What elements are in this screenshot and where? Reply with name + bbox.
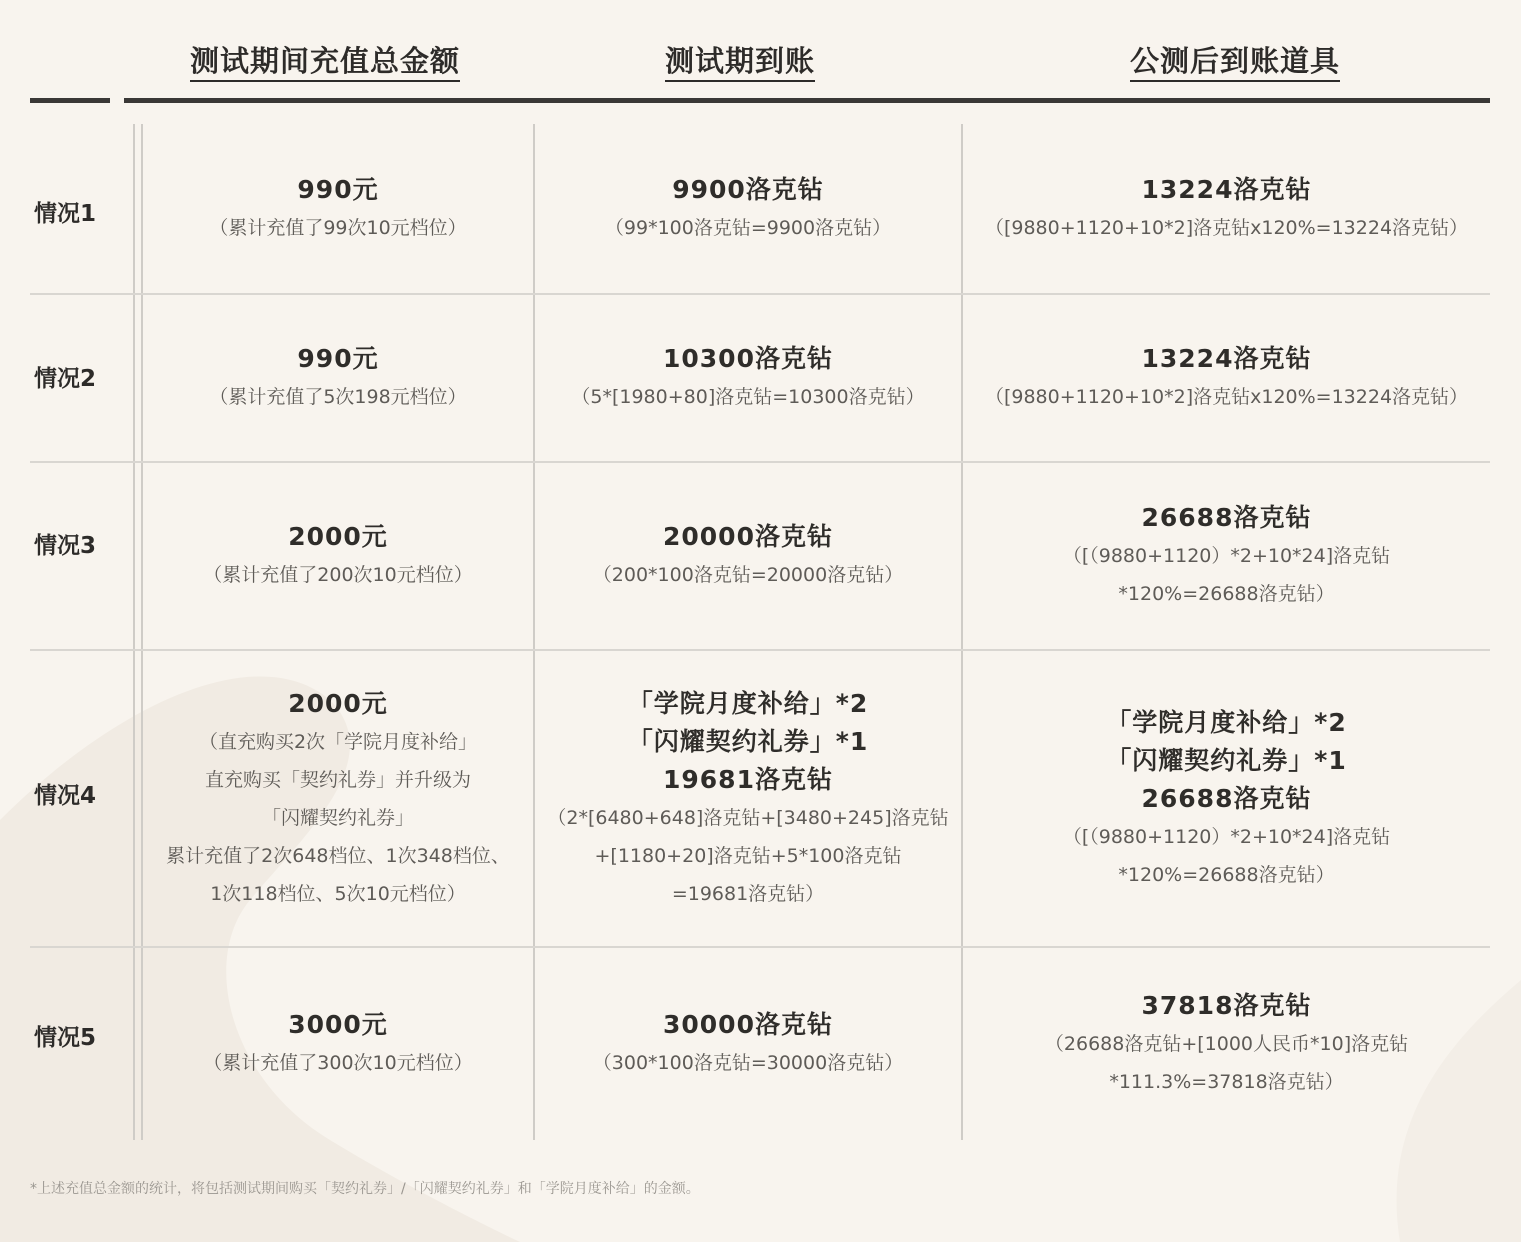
cell-item: 「闪耀契约礼券」*1 (1106, 745, 1347, 775)
header-divider-left (30, 98, 110, 103)
cell-amount: 2000元 (288, 522, 388, 551)
cell-note: *120%=26688洛克钻） (1118, 863, 1335, 886)
table-cell (143, 295, 533, 461)
cell-amount: 19681洛克钻 (663, 764, 833, 794)
column-header-recharge-total: 测试期间充值总金额 (140, 40, 510, 84)
row-label: 情况5 (34, 1025, 97, 1051)
column-header-post-launch-credit: 公测后到账道具 (970, 40, 1500, 84)
cell-amount: 30000洛克钻 (663, 1010, 833, 1039)
cell-amount: 10300洛克钻 (663, 344, 833, 373)
cell-note: （5*[1980+80]洛克钻=10300洛克钻） (571, 386, 925, 408)
cell-note: （99*100洛克钻=9900洛克钻） (604, 216, 892, 239)
cell-item: 「闪耀契约礼券」*1 (627, 726, 869, 756)
table-cell (143, 124, 533, 293)
cell-amount: 990元 (297, 174, 379, 204)
cell-note: 累计充值了2次648档位、1次348档位、 (166, 844, 510, 867)
table-cell (963, 124, 1490, 293)
cell-note: （[9880+1120+10*2]洛克钻x120%=13224洛克钻） (984, 386, 1469, 408)
table-cell (143, 948, 533, 1140)
cell-item: 「学院月度补给」*2 (627, 688, 869, 718)
cell-note: （累计充值了200次10元档位） (203, 564, 473, 586)
cell-note: *111.3%=37818洛克钻） (1109, 1071, 1344, 1093)
table-cell (535, 124, 961, 293)
cell-item: 「学院月度补给」*2 (1106, 707, 1347, 737)
column-divider (133, 124, 135, 1140)
cell-amount: 13224洛克钻 (1141, 174, 1312, 204)
table-cell (963, 651, 1490, 946)
cell-note: 「闪耀契约礼券」 (261, 806, 414, 829)
table-cell (535, 651, 961, 946)
cell-note: （[9880+1120+10*2]洛克钻x120%=13224洛克钻） (984, 216, 1469, 239)
table-cell (963, 463, 1490, 649)
cell-amount: 26688洛克钻 (1141, 503, 1312, 532)
cell-amount: 9900洛克钻 (672, 174, 824, 204)
cell-note: （累计充值了300次10元档位） (203, 1052, 473, 1074)
cell-amount: 37818洛克钻 (1141, 991, 1312, 1020)
cell-note: =19681洛克钻） (671, 882, 825, 905)
cell-note: （累计充值了99次10元档位） (209, 216, 467, 239)
table-cell (535, 463, 961, 649)
cell-note: （累计充值了5次198元档位） (209, 386, 467, 408)
table-cell (143, 651, 533, 946)
cell-amount: 990元 (297, 344, 379, 373)
row-label: 情况2 (34, 366, 97, 392)
table-cell (963, 295, 1490, 461)
column-header-test-period-credit: 测试期到账 (540, 40, 940, 84)
row-label: 情况4 (34, 783, 97, 809)
table-cell (143, 463, 533, 649)
cell-amount: 26688洛克钻 (1141, 783, 1312, 813)
cell-amount: 20000洛克钻 (663, 522, 833, 551)
row-label: 情况3 (34, 533, 97, 559)
cell-note: *120%=26688洛克钻） (1118, 583, 1335, 605)
table-cell (535, 948, 961, 1140)
cell-note: （[（9880+1120）*2+10*24]洛克钻 (1062, 825, 1391, 848)
footnote: *上述充值总金额的统计，将包括测试期间购买「契约礼券」/「闪耀契约礼券」和「学院月度补给」的金额。 (30, 1181, 700, 1197)
cell-note: （2*[6480+648]洛克钻+[3480+245]洛克钻 (547, 806, 949, 829)
cell-note: （直充购买2次「学院月度补给」 (198, 730, 478, 753)
cell-amount: 13224洛克钻 (1141, 344, 1312, 373)
cell-note: （26688洛克钻+[1000人民币*10]洛克钻 (1044, 1033, 1409, 1055)
header-divider (124, 98, 1490, 103)
table-cell (535, 295, 961, 461)
cell-note: 1次118档位、5次10元档位） (210, 882, 466, 905)
table-cell (963, 948, 1490, 1140)
row-label: 情况1 (34, 201, 97, 227)
cell-note: （200*100洛克钻=20000洛克钻） (592, 564, 904, 586)
cell-amount: 2000元 (288, 688, 388, 718)
cell-amount: 3000元 (288, 1010, 388, 1039)
cell-note: （[（9880+1120）*2+10*24]洛克钻 (1062, 545, 1391, 567)
cell-note: +[1180+20]洛克钻+5*100洛克钻 (594, 844, 902, 867)
cell-note: （300*100洛克钻=30000洛克钻） (592, 1052, 904, 1074)
cell-note: 直充购买「契约礼券」并升级为 (204, 768, 471, 791)
